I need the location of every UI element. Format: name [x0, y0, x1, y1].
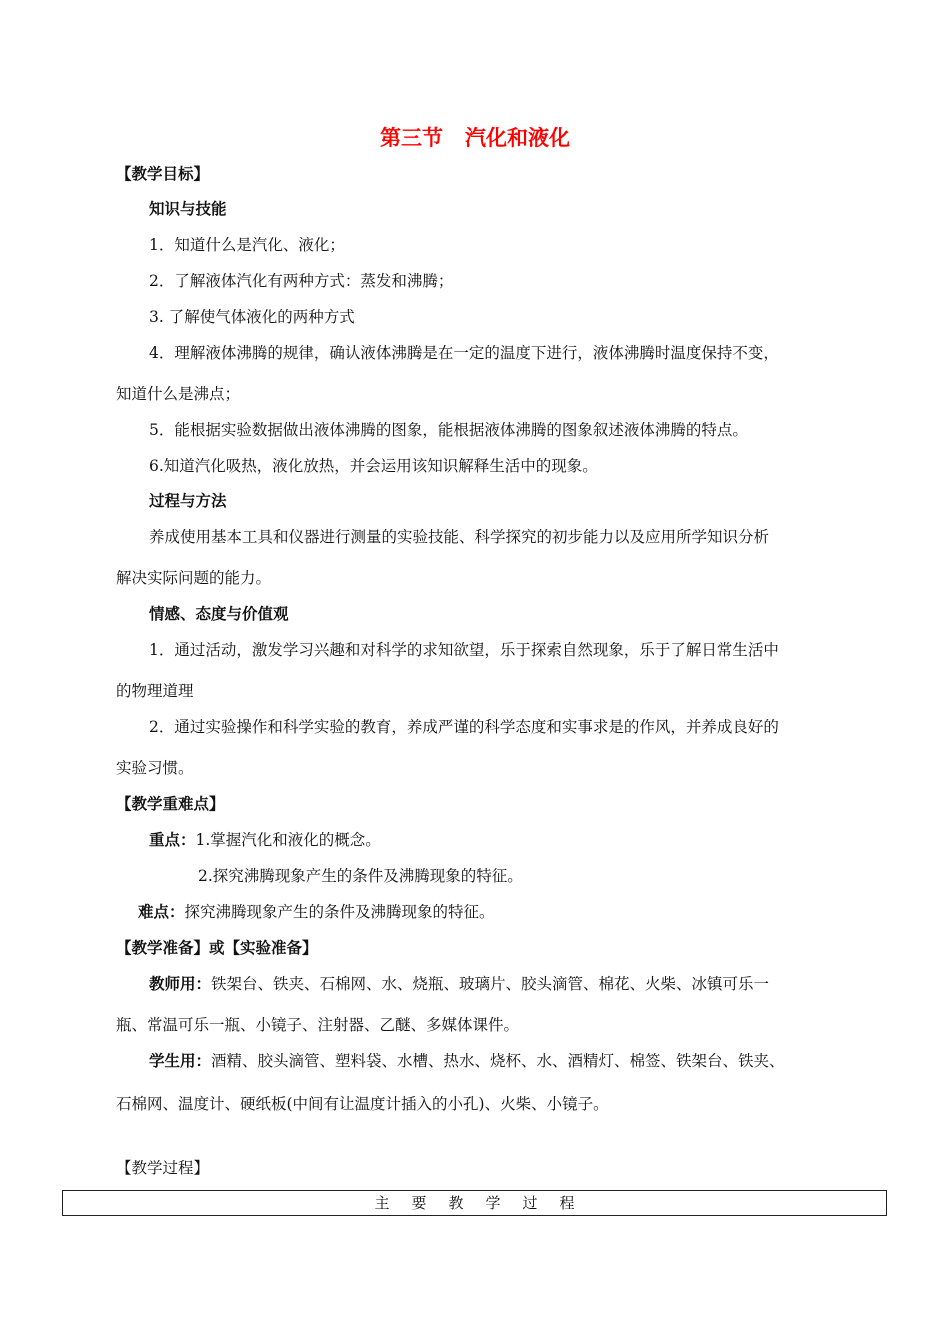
- difficult-point-label: 难点：: [138, 902, 185, 921]
- knowledge-item-3: 3. 了解使气体液化的两种方式: [149, 308, 355, 326]
- key-point-1: [149, 830, 381, 850]
- knowledge-item-5: 5．能根据实验数据做出液体沸腾的图象，能根据液体沸腾的图象叙述液体沸腾的特点。: [149, 421, 748, 439]
- teacher-materials-label: 教师用：: [149, 974, 212, 993]
- knowledge-skills-heading: 知识与技能: [149, 199, 227, 218]
- preparation-heading: 【教学准备】或【实验准备】: [116, 938, 318, 957]
- key-point-2: 2.探究沸腾现象产生的条件及沸腾现象的特征。: [198, 867, 523, 885]
- teacher-materials-line-2: 瓶、常温可乐一瓶、小镜子、注射器、乙醚、多媒体课件。: [116, 1016, 520, 1034]
- key-point-label: 重点：: [149, 830, 196, 849]
- teaching-process-table-title: 主要教学过程: [374, 1194, 597, 1212]
- key-points-heading: 【教学重难点】: [116, 794, 225, 813]
- knowledge-item-4-line-2: 知道什么是沸点；: [116, 385, 241, 403]
- student-materials-line-2: 石棉网、温度计、硬纸板(中间有让温度计插入的小孔)、火柴、小镜子。: [116, 1095, 609, 1113]
- title-topic: 汽化和液化: [465, 126, 570, 150]
- knowledge-item-1: 1．知道什么是汽化、液化；: [149, 236, 345, 254]
- knowledge-item-6: 6.知道汽化吸热，液化放热，并会运用该知识解释生活中的现象。: [149, 457, 598, 475]
- difficult-point-text: 探究沸腾现象产生的条件及沸腾现象的特征。: [184, 903, 495, 921]
- teacher-materials-line-1: [149, 974, 769, 994]
- title-section-number: 第三节: [380, 126, 443, 150]
- emotion-item-2-line-2: 实验习惯。: [116, 759, 194, 777]
- process-method-line-2: 解决实际问题的能力。: [116, 569, 272, 587]
- process-method-heading: 过程与方法: [149, 491, 227, 510]
- objectives-heading: 【教学目标】: [116, 164, 210, 183]
- student-materials-line-1: [149, 1051, 785, 1071]
- difficult-point: [138, 902, 495, 922]
- knowledge-item-2: 2．了解液体汽化有两种方式：蒸发和沸腾；: [149, 272, 454, 290]
- emotion-item-1-line-1: 1．通过活动，激发学习兴趣和对科学的求知欲望，乐于探索自然现象，乐于了解日常生活中: [149, 641, 779, 659]
- teacher-materials-text: 铁架台、铁夹、石棉网、水、烧瓶、玻璃片、胶头滴管、棉花、火柴、冰镇可乐一: [211, 975, 770, 993]
- teaching-process-heading: 【教学过程】: [116, 1159, 210, 1177]
- emotion-item-2-line-1: 2．通过实验操作和科学实验的教育，养成严谨的科学态度和实事求是的作风，并养成良好的: [149, 718, 779, 736]
- key-point-1-text: 1.掌握汽化和液化的概念。: [195, 831, 381, 849]
- student-materials-label: 学生用：: [149, 1051, 212, 1070]
- emotion-values-heading: 情感、态度与价值观: [149, 604, 289, 623]
- knowledge-item-4-line-1: 4．理解液体沸腾的规律，确认液体沸腾是在一定的温度下进行，液体沸腾时温度保持不变，: [149, 344, 779, 362]
- page-title: [0, 124, 950, 152]
- teaching-process-table-header: [62, 1190, 887, 1216]
- student-materials-text: 酒精、胶头滴管、塑料袋、水槽、热水、烧杯、水、酒精灯、棉签、铁架台、铁夹、: [211, 1052, 785, 1070]
- process-method-line-1: 养成使用基本工具和仪器进行测量的实验技能、科学探究的初步能力以及应用所学知识分析: [149, 528, 770, 546]
- emotion-item-1-line-2: 的物理道理: [116, 682, 194, 700]
